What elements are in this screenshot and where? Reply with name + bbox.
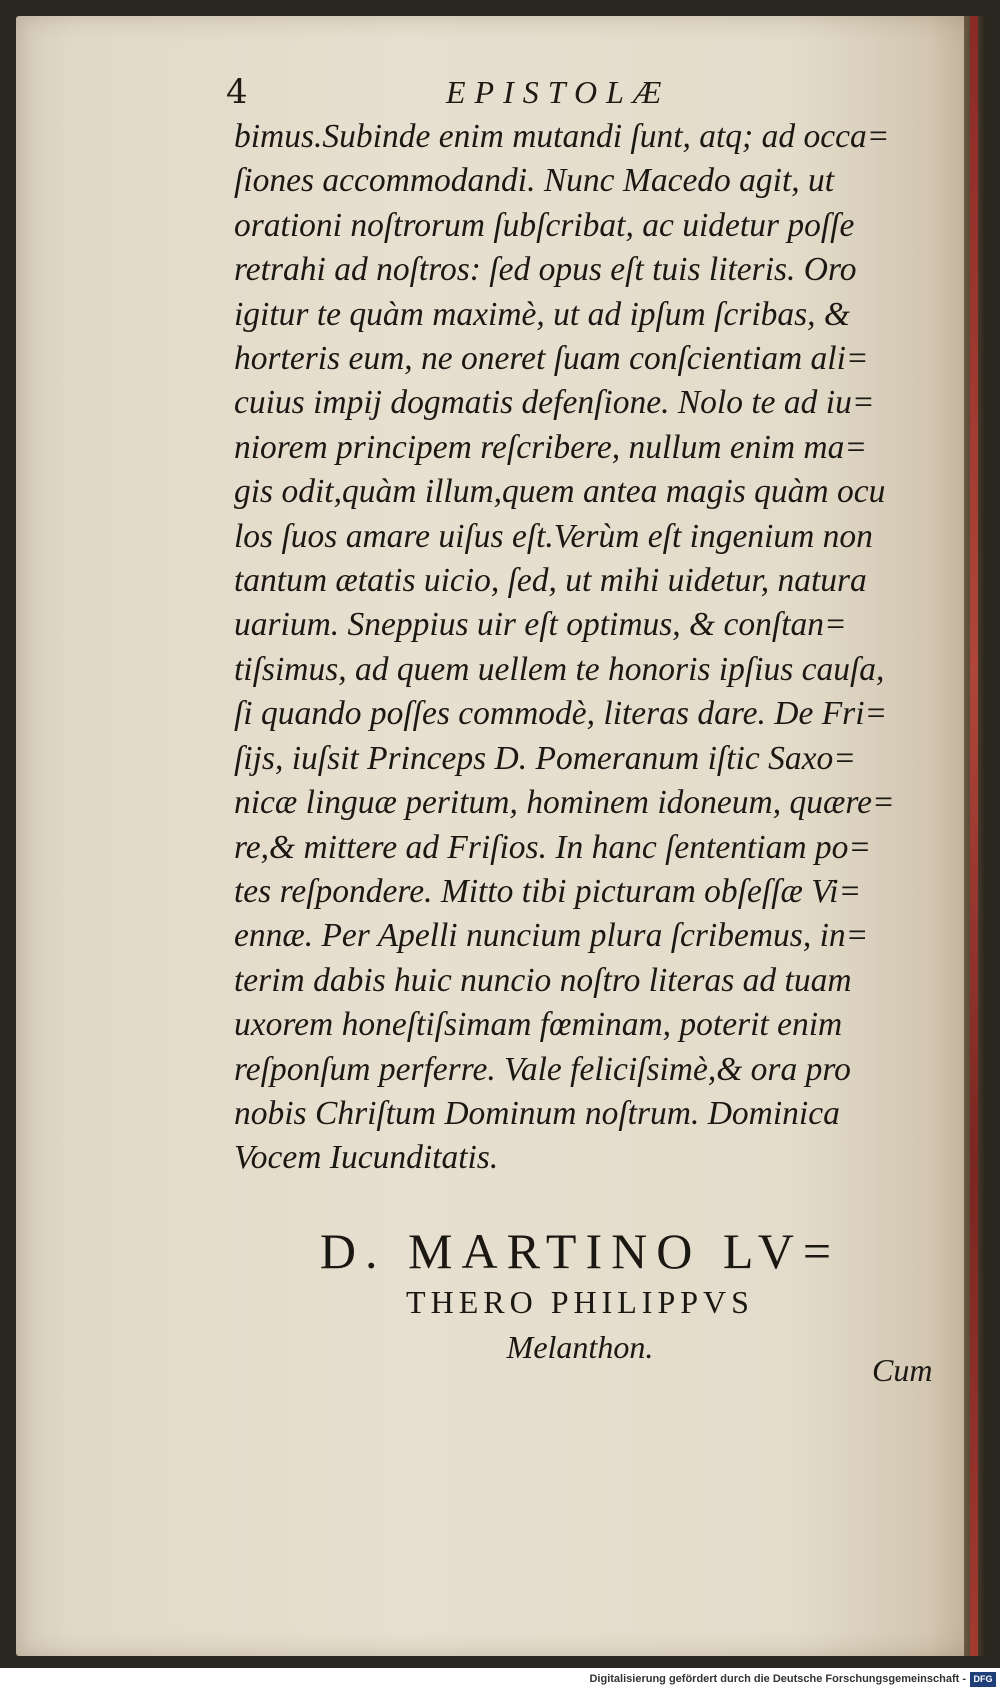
text-line: uarium. Sneppius uir eſt optimus, & conſtan= [234, 606, 847, 644]
letter-heading [230, 1222, 930, 1370]
heading-line-3: Melanthon. [506, 1329, 654, 1365]
funding-credit: Digitalisierung gefördert durch die Deutsche Forschungsgemeinschaft - [589, 1673, 966, 1685]
text-line: ſijs, iuſsit Princeps D. Pomeranum iſtic Saxo= [234, 739, 856, 777]
running-title: EPISTOLÆ [446, 74, 671, 110]
text-line: reſponſum perferre. Vale feliciſsimè,& ora pro [234, 1050, 851, 1088]
text-line: niorem principem reſcribere, nullum enim ma= [234, 428, 867, 466]
text-line: retrahi ad noſtros: ſed opus eſt tuis literis. Oro [234, 251, 857, 289]
text-line: nobis Chriſtum Dominum noſtrum. Dominica [234, 1094, 840, 1132]
text-line: uxorem honeſtiſsimam fœminam, poterit enim [234, 1006, 843, 1044]
page-edge-band [970, 16, 978, 1656]
text-line: Vocem Iucunditatis. [234, 1139, 499, 1177]
text-line: ennæ. Per Apelli nuncium plura ſcribemus, in= [234, 917, 869, 955]
text-line: los ſuos amare uiſus eſt.Verùm eſt ingenium non [234, 517, 873, 555]
heading-line-2: THERO PHILIPPVS [406, 1284, 754, 1320]
text-line: terim dabis huic nuncio noſtro literas ad tuam [234, 961, 852, 999]
text-line: horteris eum, ne oneret ſuam conſcientiam ali= [234, 340, 869, 378]
letter-body [234, 115, 934, 1181]
text-line: ſiones accommodandi. Nunc Macedo agit, ut [234, 162, 835, 200]
dfg-logo-icon: DFG [970, 1672, 996, 1687]
text-line: bimus.Subinde enim mutandi ſunt, atq; ad occa= [234, 118, 890, 155]
digitization-footer [0, 1668, 1000, 1692]
heading-line-1: D. MARTINO LV= [319, 1223, 841, 1279]
text-line: orationi noſtrorum ſubſcribat, ac uidetur poſſe [234, 206, 855, 244]
text-line: ſi quando poſſes commodè, literas dare. De Fri= [234, 695, 888, 733]
page-number: 4 [226, 72, 248, 112]
text-line: tantum ætatis uicio, ſed, ut mihi uidetur, natura [234, 562, 867, 600]
catchword: Cum [872, 1352, 933, 1388]
text-line: tes reſpondere. Mitto tibi picturam obſeſſæ Vi= [234, 872, 862, 910]
text-line: nicæ linguæ peritum, hominem idoneum, quære= [234, 784, 895, 822]
text-line: cuius impij dogmatis defenſione. Nolo te ad iu= [234, 384, 875, 422]
text-line: re,& mittere ad Friſios. In hanc ſententiam po= [234, 828, 871, 866]
text-line: tiſsimus, ad quem uellem te honoris ipſius cauſa, [234, 650, 885, 688]
text-line: gis odit,quàm illum,quem antea magis quàm ocu [234, 473, 886, 511]
text-line: igitur te quàm maximè, ut ad ipſum ſcribas, & [234, 295, 850, 333]
